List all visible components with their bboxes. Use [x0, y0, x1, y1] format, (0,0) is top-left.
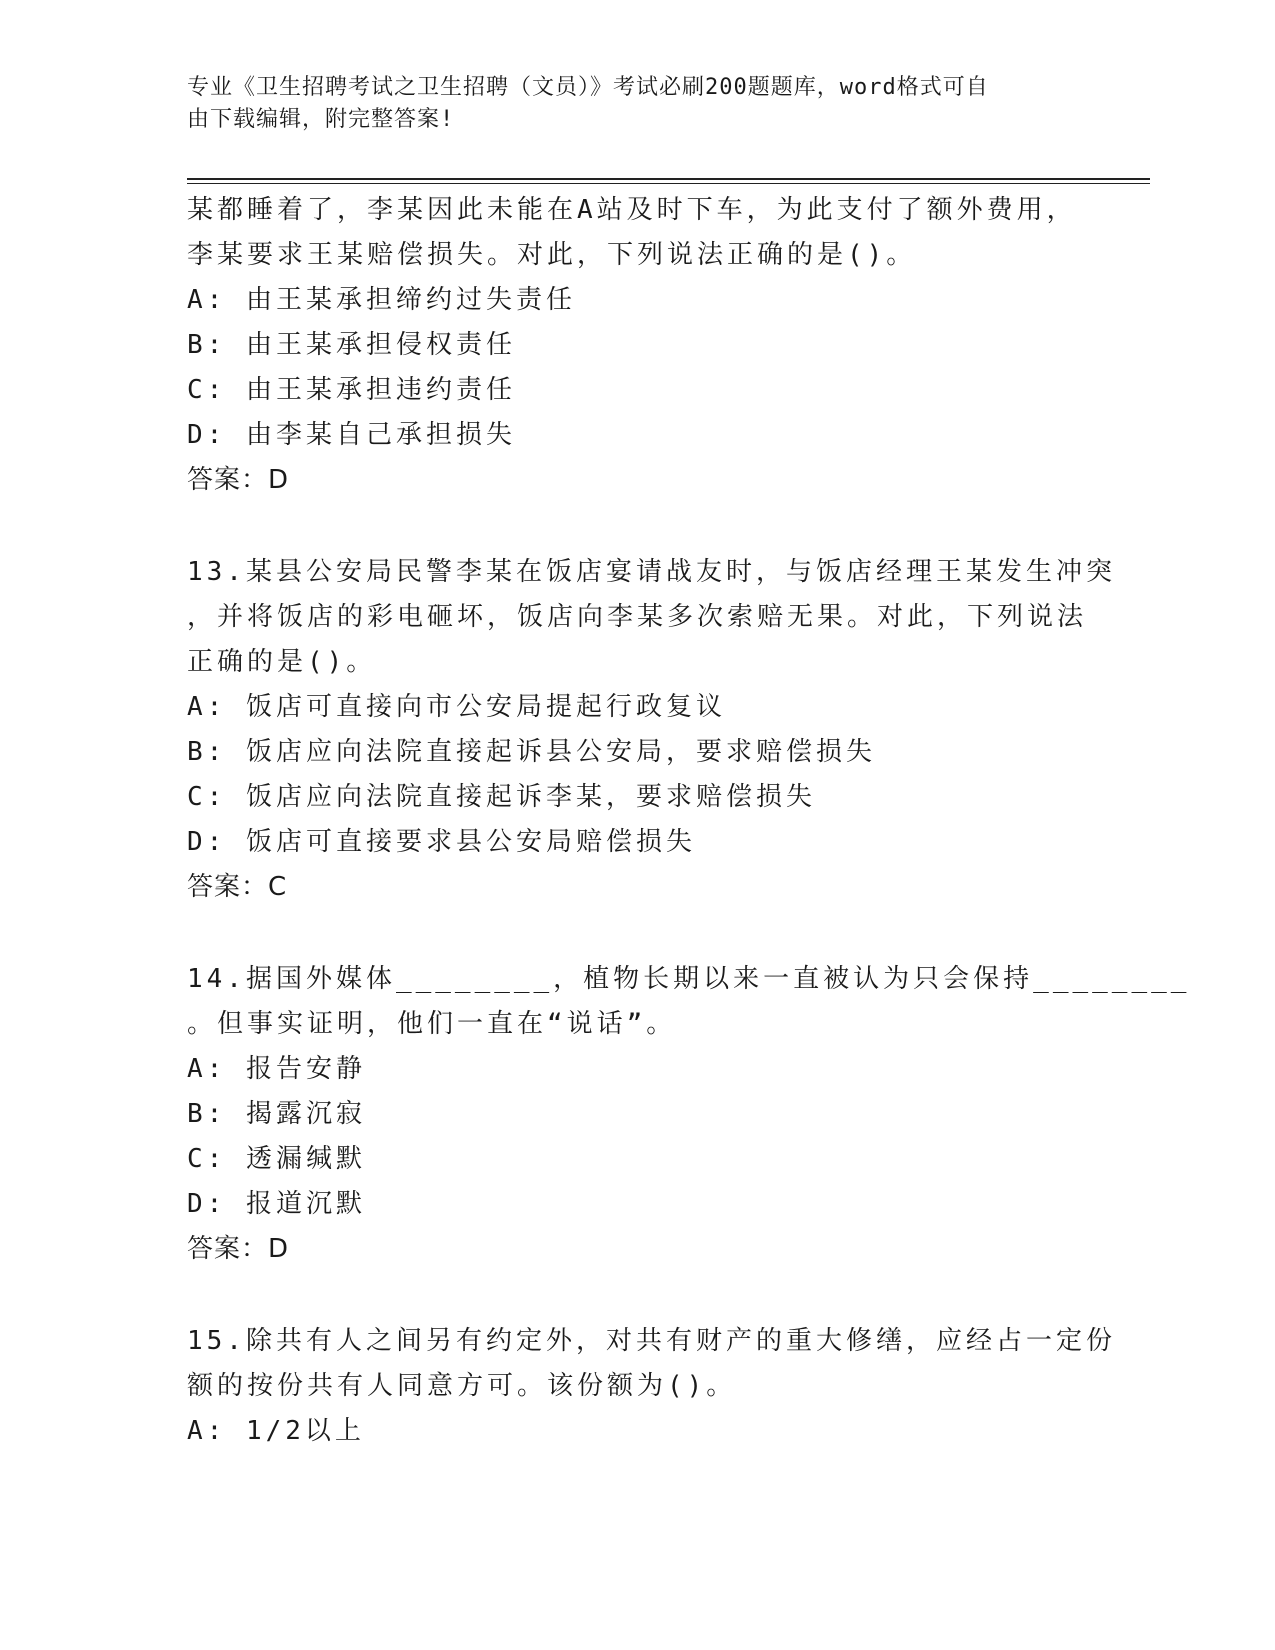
option-c: C: 由王某承担违约责任	[187, 375, 516, 405]
question-stem: 正确的是()。	[187, 647, 377, 677]
question-stem: 额的按份共有人同意方可。该份额为()。	[187, 1371, 737, 1401]
option-a: A: 1/2以上	[187, 1416, 365, 1446]
option-b: B: 由王某承担侵权责任	[187, 330, 516, 360]
answer-label: 答案：C	[187, 872, 288, 902]
option-b: B: 揭露沉寂	[187, 1099, 366, 1129]
option-d: D: 饭店可直接要求县公安局赔偿损失	[187, 827, 696, 857]
question-stem: 。但事实证明，他们一直在“说话”。	[187, 1009, 677, 1039]
question-list	[187, 188, 1191, 1454]
option-d: D: 由李某自己承担损失	[187, 420, 516, 450]
question-15	[187, 1319, 1116, 1454]
question-stem: 14.据国外媒体________，植物长期以来一直被认为只会保持________	[187, 964, 1191, 994]
header-divider-thick	[187, 178, 1150, 180]
question-stem: 李某要求王某赔偿损失。对此，下列说法正确的是()。	[187, 240, 917, 270]
option-c: C: 饭店应向法院直接起诉李某，要求赔偿损失	[187, 782, 816, 812]
question-13	[187, 550, 1116, 910]
option-a: A: 报告安静	[187, 1054, 366, 1084]
question-stem: 15.除共有人之间另有约定外，对共有财产的重大修缮，应经占一定份	[187, 1326, 1116, 1356]
question-12	[187, 188, 1087, 503]
option-d: D: 报道沉默	[187, 1189, 366, 1219]
option-b: B: 饭店应向法院直接起诉县公安局，要求赔偿损失	[187, 737, 876, 767]
option-a: A: 由王某承担缔约过失责任	[187, 285, 576, 315]
question-stem: ，并将饭店的彩电砸坏，饭店向李某多次索赔无果。对此，下列说法	[187, 602, 1088, 632]
header-line-2: 由下载编辑，附完整答案!	[187, 107, 455, 132]
answer-label: 答案：D	[187, 465, 290, 495]
question-stem: 某都睡着了，李某因此未能在A站及时下车，为此支付了额外费用，	[187, 195, 1077, 225]
answer-label: 答案：D	[187, 1234, 290, 1264]
question-stem: 13.某县公安局民警李某在饭店宴请战友时，与饭店经理王某发生冲突	[187, 557, 1116, 587]
question-14	[187, 957, 1191, 1272]
header-divider-thin	[187, 183, 1150, 184]
header-line-1: 专业《卫生招聘考试之卫生招聘（文员）》考试必刷200题题库，word格式可自	[187, 75, 989, 100]
option-c: C: 透漏缄默	[187, 1144, 366, 1174]
option-a: A: 饭店可直接向市公安局提起行政复议	[187, 692, 726, 722]
document-header	[187, 72, 1067, 136]
